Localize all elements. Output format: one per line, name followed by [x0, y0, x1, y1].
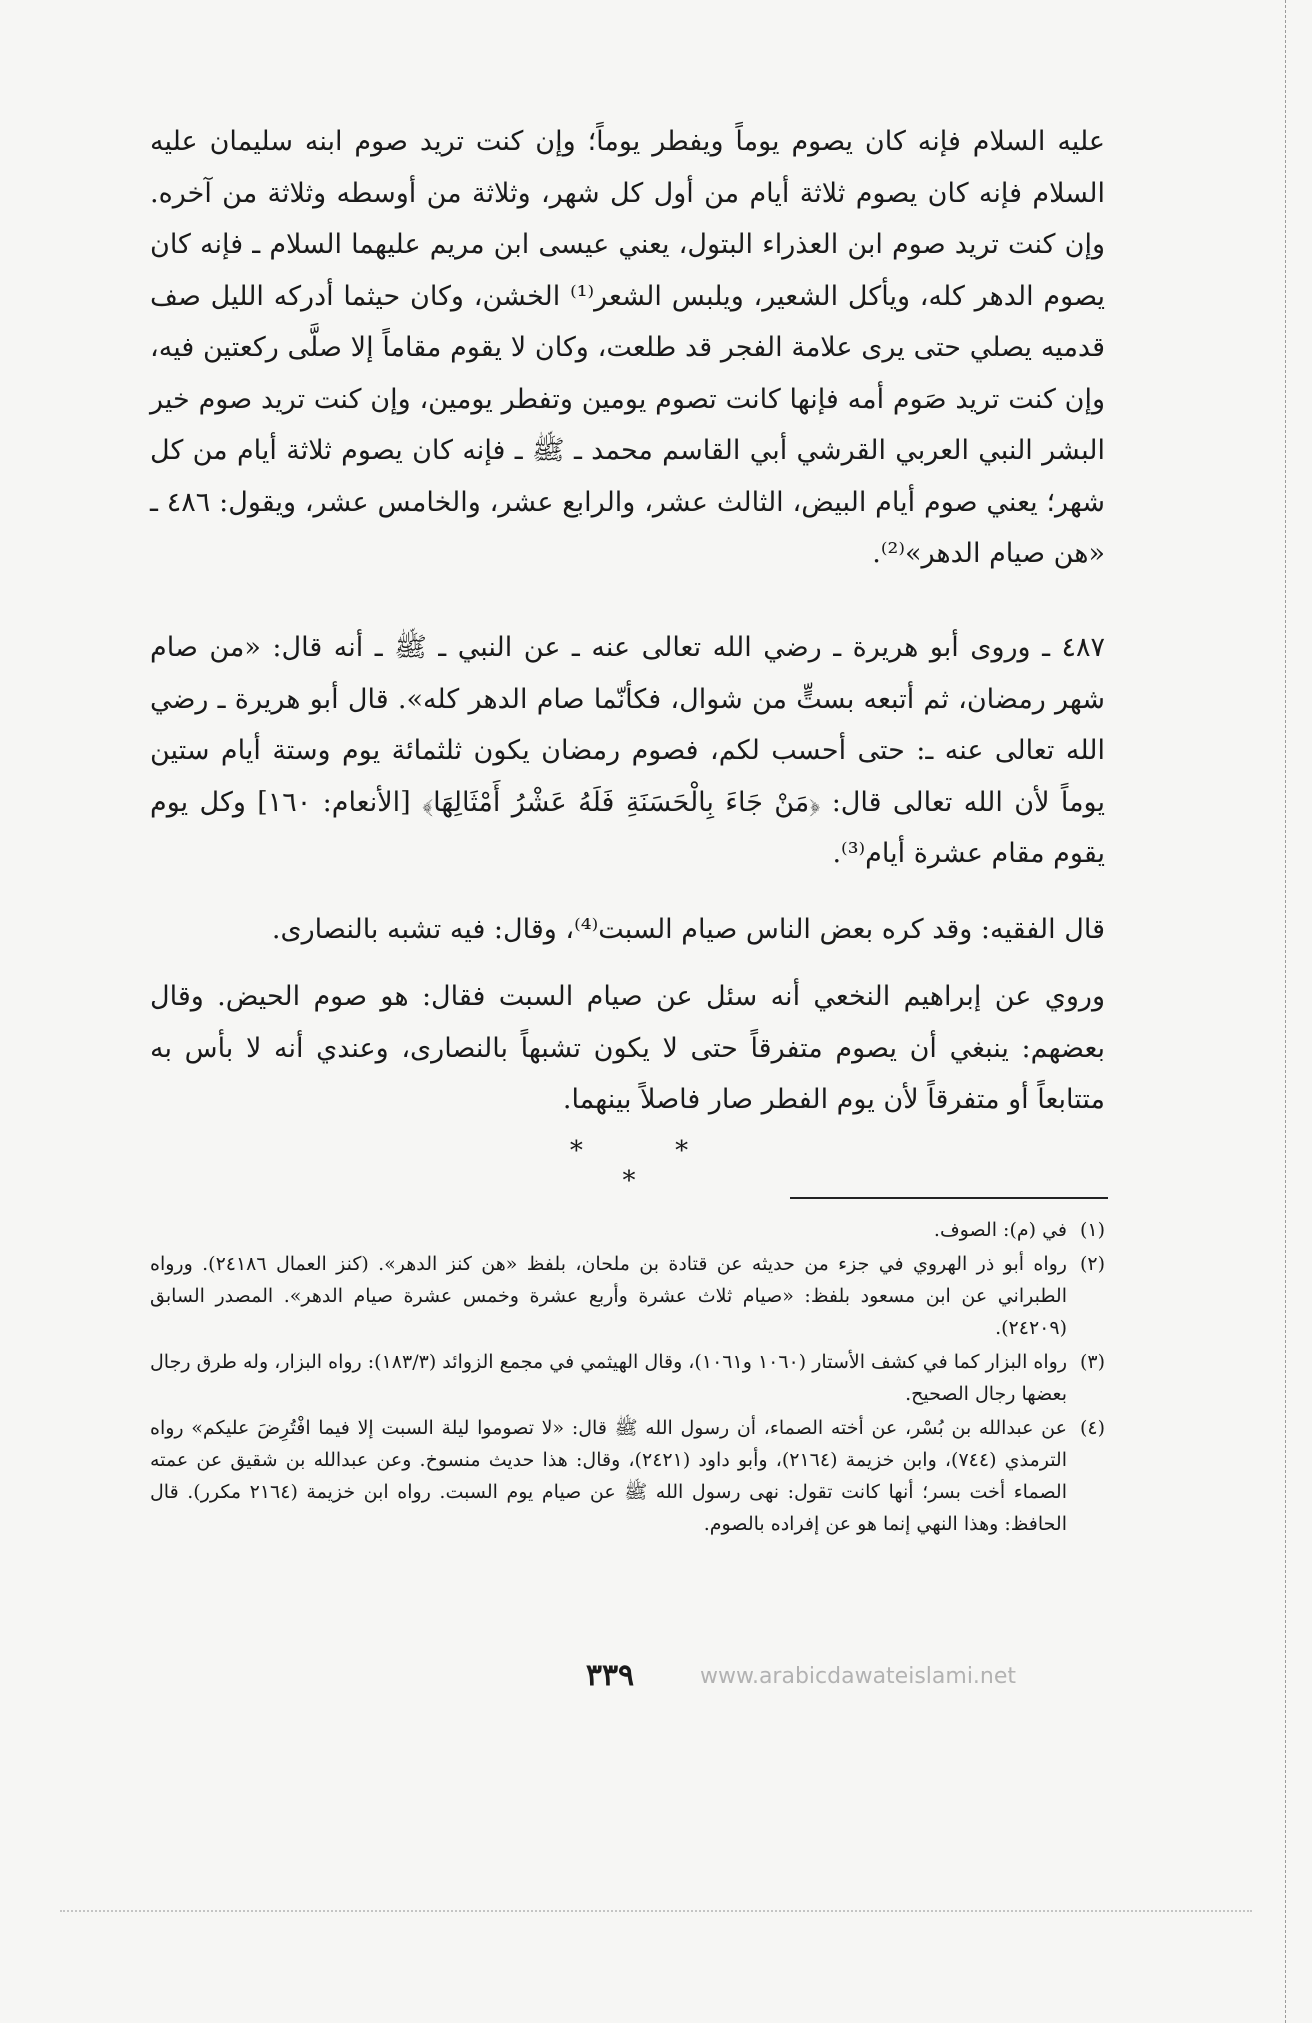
- footnote-text: عن عبدالله بن بُسْر، عن أخته الصماء، أن رسول الله ﷺ قال: «لا تصوموا ليلة السبت إلا فيما افْتُرِضَ عليكم» رواه الترمذي (٧٤٤)، وابن خزيمة (٢١٦٤)، وأبو داود (٢٤٢١)، وقال: هذا حديث منسوخ. وعن عبدالله بن شقيق عن عمته الصماء أخت بسر؛ أنها كانت تقول: نهى رسول الله ﷺ عن صيام يوم السبت. رواه ابن خزيمة (٢١٦٤ مكرر). قال الحافظ: وهذا النهي إنما هو عن إفراده بالصوم.: [150, 1417, 1067, 1535]
- page-number: ٣٣٩: [585, 1658, 635, 1693]
- main-paragraph-1: [150, 116, 1105, 580]
- footnote-item: [150, 1412, 1105, 1540]
- watermark-url: www.arabicdawateislami.net: [700, 1664, 1017, 1689]
- section-ornament: * * *: [569, 1136, 731, 1196]
- footnote-text: رواه البزار كما في كشف الأستار (١٠٦٠ و١٠٦١)، وقال الهيثمي في مجمع الزوائد (١٨٣/٣): رواه البزار، وله طرق رجال بعضها رجال الصحيح.: [150, 1351, 1068, 1405]
- page-bottom-edge: [60, 1910, 1252, 1912]
- footnote-number: (٢): [1079, 1253, 1105, 1275]
- footnote-text: في (م): الصوف.: [933, 1219, 1067, 1241]
- paragraph-text: ٤٨٧ ـ وروى أبو هريرة ـ رضي الله تعالى عنه ـ عن النبي ـ ﷺ ـ أنه قال: «من صام شهر رمضان، ثم أتبعه بستٍّ من شوال، فكأنّما صام الدهر كله». قال أبو هريرة ـ رضي الله تعالى عنه ـ: حتى أحسب لكم، فصوم رمضان يكون ثلثمائة يوم وستة أيام ستين يوماً لأن الله تعالى قال: ﴿مَنْ جَاءَ بِالْحَسَنَةِ فَلَهُ عَشْرُ أَمْثَالِهَا﴾ [الأنعام: ١٦٠] وكل يوم يقوم مقام عشرة أيام⁽³⁾.: [150, 632, 1105, 869]
- page-edge: [1285, 0, 1286, 2023]
- footnotes: [150, 1214, 1105, 1542]
- footnote-number: (١): [1079, 1219, 1105, 1241]
- footnote-item: [150, 1214, 1105, 1246]
- footnote-text: رواه أبو ذر الهروي في جزء من حديثه عن قتادة بن ملحان، بلفظ «هن كنز الدهر». (كنز العمال ٢٤١٨٦). ورواه الطبراني عن ابن مسعود بلفظ: «صيام ثلاث عشرة وأربع عشرة وخمس عشرة صيام الدهر». المصدر السابق (٢٤٢٠٩).: [150, 1253, 1067, 1339]
- paragraph-text: عليه السلام فإنه كان يصوم يوماً ويفطر يوماً؛ وإن كنت تريد صوم ابنه سليمان عليه السلام فإنه كان يصوم ثلاثة أيام من أول كل شهر، وثلاثة من أوسطه وثلاثة من آخره. وإن كنت تريد صوم ابن العذراء البتول، يعني عيسى ابن مريم عليهما السلام ـ فإنه كان يصوم الدهر كله، ويأكل الشعير، ويلبس الشعر⁽¹⁾ الخشن، وكان حيثما أدركه الليل صف قدميه يصلي حتى يرى علامة الفجر قد طلعت، وكان لا يقوم مقاماً إلا صلَّى ركعتين فيه، وإن كنت تريد صَوم أمه فإنها كانت تصوم يومين وتفطر يومين، وإن كنت تريد صوم خير البشر النبي العربي القرشي أبي القاسم محمد ـ ﷺ ـ فإنه كان يصوم ثلاثة أيام من كل شهر؛ يعني صوم أيام البيض، الثالث عشر، والرابع عشر، والخامس عشر، ويقول: ٤٨٦ ـ «هن صيام الدهر»⁽²⁾.: [150, 126, 1106, 569]
- footnote-item: [150, 1248, 1105, 1344]
- main-paragraph-4: [150, 971, 1105, 1126]
- paragraph-text: قال الفقيه: وقد كره بعض الناس صيام السبت⁽⁴⁾، وقال: فيه تشبه بالنصارى.: [271, 914, 1105, 945]
- footnote-number: (٤): [1079, 1417, 1105, 1439]
- footnote-item: [150, 1346, 1105, 1410]
- footnote-separator: [790, 1197, 1108, 1199]
- main-paragraph-3: [150, 904, 1105, 956]
- paragraph-text: وروي عن إبراهيم النخعي أنه سئل عن صيام السبت فقال: هو صوم الحيض. وقال بعضهم: ينبغي أن يصوم متفرقاً حتى لا يكون تشبهاً بالنصارى، وعندي أنه لا بأس به متتابعاً أو متفرقاً لأن يوم الفطر صار فاصلاً بينهما.: [150, 981, 1105, 1115]
- footnote-number: (٣): [1079, 1351, 1105, 1373]
- main-paragraph-2: [150, 622, 1105, 880]
